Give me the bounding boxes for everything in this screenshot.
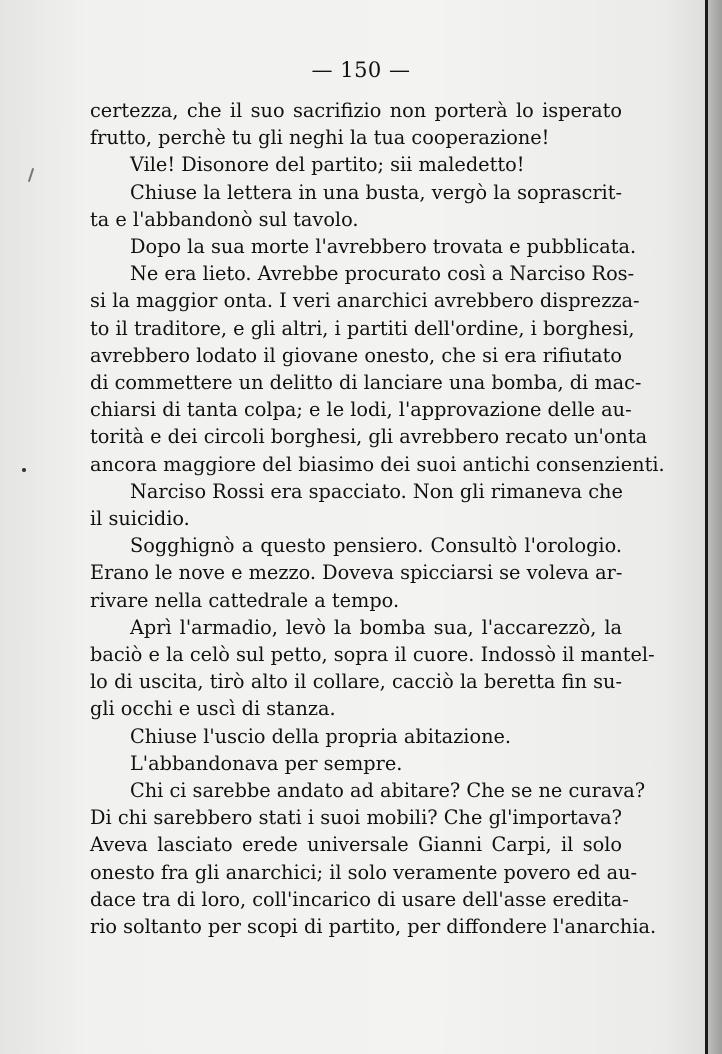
text-line: Chiuse la lettera in una busta, vergò la soprascrit- <box>130 180 622 204</box>
text-line: Erano le nove e mezzo. Doveva spicciarsi se voleva ar- <box>90 561 623 585</box>
text-line: Dopo la sua morte l'avrebbero trovata e pubblicata. <box>130 235 637 259</box>
margin-pencil-mark <box>28 168 34 182</box>
body-text <box>90 97 665 940</box>
text-line: rio soltanto per scopi di partito, per diffondere l'anarchia. <box>90 915 657 939</box>
text-line: L'abbandonava per sempre. <box>130 751 403 775</box>
text-line: baciò e la celò sul petto, sopra il cuore. Indossò il mantel- <box>90 643 655 667</box>
text-line: Vile! Disonore del partito; sii maledetto! <box>130 153 525 177</box>
text-line: onesto fra gli anarchici; il solo veramente povero ed au- <box>90 860 638 884</box>
text-line: Aveva lasciato erede universale Gianni Carpi, il solo <box>90 833 622 857</box>
text-line: Chiuse l'uscio della propria abitazione. <box>130 724 512 748</box>
book-spine-edge <box>705 0 708 1054</box>
text-line: to il traditore, e gli altri, i partiti dell'ordine, i borghesi, <box>90 316 635 340</box>
text-line: Aprì l'armadio, levò la bomba sua, l'accarezzò, la <box>130 615 622 639</box>
text-line: gli occhi e uscì di stanza. <box>90 697 336 721</box>
text-line: Chi ci sarebbe andato ad abitare? Che se ne curava? <box>130 779 646 803</box>
text-line: frutto, perchè tu gli neghi la tua cooperazione! <box>90 126 550 150</box>
text-line: Sogghignò a questo pensiero. Consultò l'orologio. <box>130 534 622 558</box>
text-line: chiarsi di tanta colpa; e le lodi, l'approvazione delle au- <box>90 398 632 422</box>
text-line: rivare nella cattedrale a tempo. <box>90 588 400 612</box>
page-number: — 150 — <box>311 58 411 82</box>
margin-ink-dot <box>22 468 26 472</box>
text-line: ancora maggiore del biasimo dei suoi antichi consenzienti. <box>90 452 665 476</box>
text-line: Di chi sarebbero stati i suoi mobili? Che gl'importava? <box>90 806 622 830</box>
text-line: il suicidio. <box>90 507 190 531</box>
text-line: di commettere un delitto di lanciare una bomba, di mac- <box>90 371 642 395</box>
text-line: avrebbero lodato il giovane onesto, che si era rifiutato <box>90 343 622 367</box>
text-line: si la maggior onta. I veri anarchici avrebbero disprezza- <box>90 289 640 313</box>
text-line: lo di uscita, tirò alto il collare, cacciò la beretta fin su- <box>90 670 622 694</box>
text-line: Narciso Rossi era spacciato. Non gli rimaneva che <box>130 479 623 503</box>
text-line: dace tra di loro, coll'incarico di usare dell'asse eredita- <box>90 887 629 911</box>
text-line: torità e dei circoli borghesi, gli avrebbero recato un'onta <box>90 425 648 449</box>
text-line: certezza, che il suo sacrifizio non porterà lo isperato <box>90 99 622 122</box>
book-gutter-shadow <box>708 0 722 1054</box>
text-line: ta e l'abbandonò sul tavolo. <box>90 207 359 231</box>
text-line: Ne era lieto. Avrebbe procurato così a Narciso Ros- <box>130 262 635 286</box>
